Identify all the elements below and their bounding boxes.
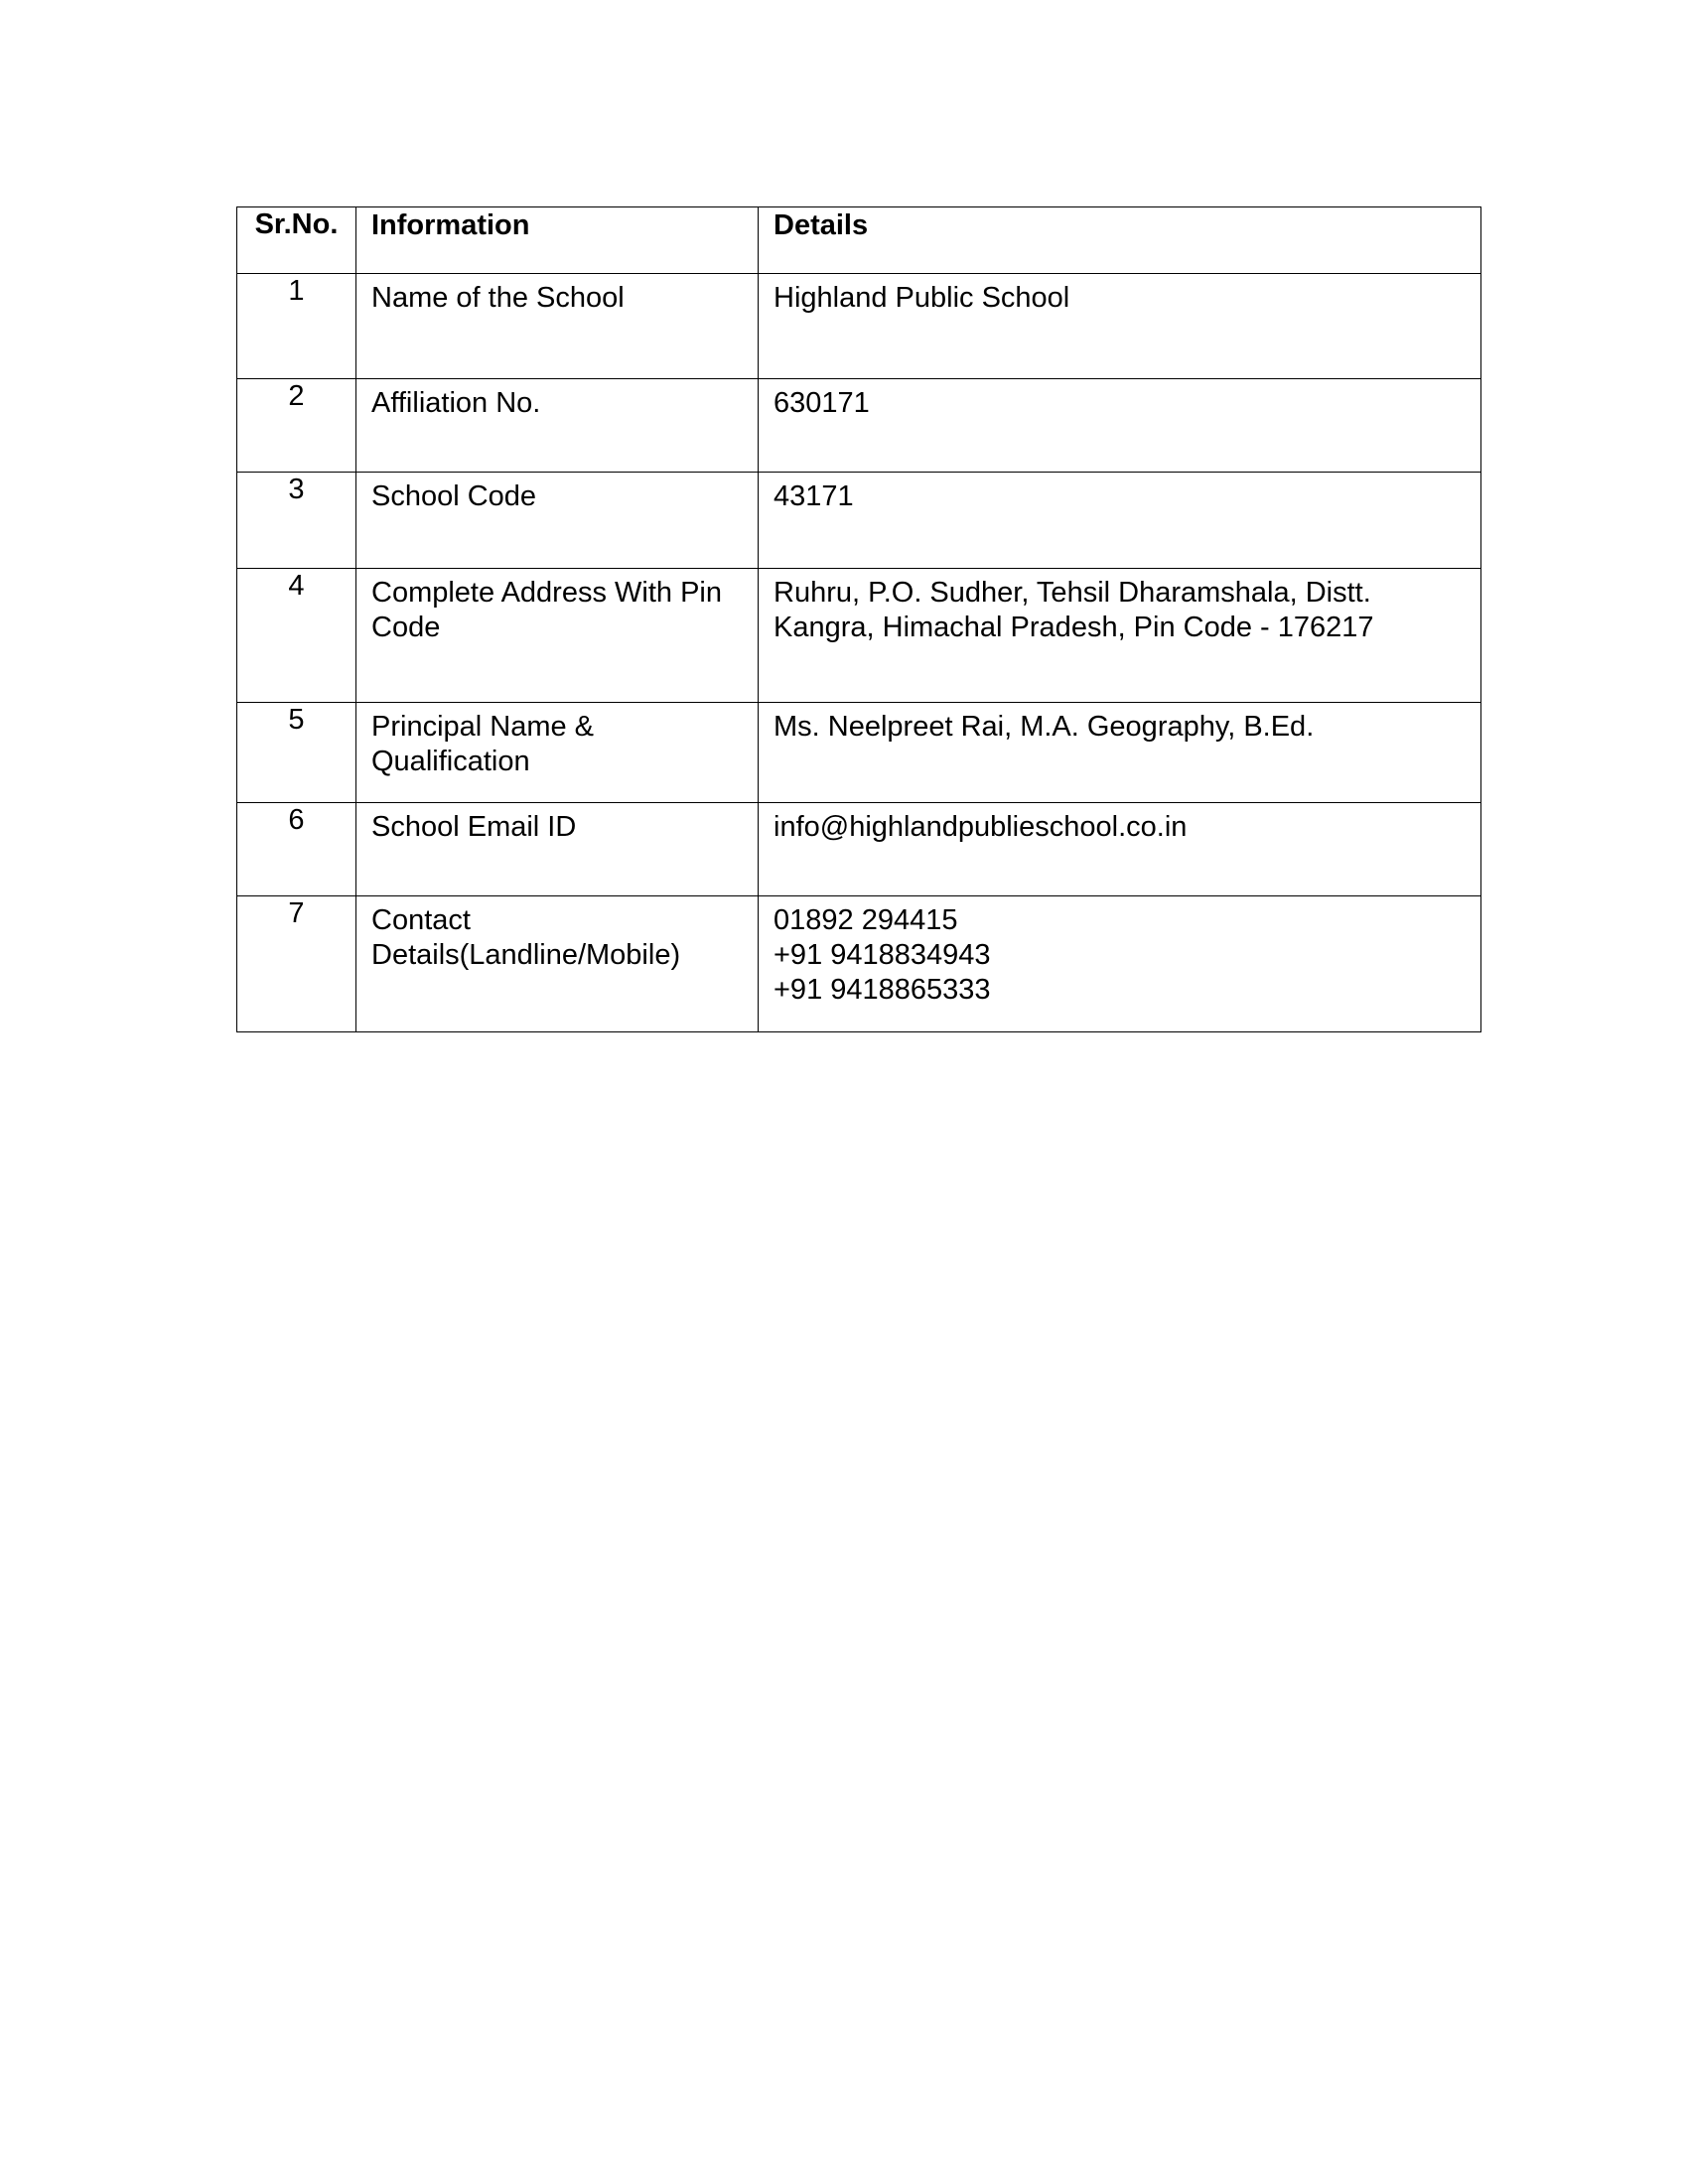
table-row [237, 569, 1481, 703]
row-sr-no: 7 [237, 896, 356, 1032]
information-text: School Code [371, 480, 537, 512]
row-details [759, 803, 1481, 896]
information-text: Affiliation No. [371, 387, 541, 419]
row-information [356, 703, 759, 803]
row-information [356, 569, 759, 703]
row-information [356, 379, 759, 473]
table-row [237, 896, 1481, 1032]
row-details [759, 379, 1481, 473]
row-information [356, 896, 759, 1032]
details-text: 43171 [774, 480, 854, 512]
row-details [759, 703, 1481, 803]
details-text: Ms. Neelpreet Rai, M.A. Geography, B.Ed. [774, 711, 1315, 743]
details-text: 630171 [774, 387, 870, 419]
row-sr-no: 3 [237, 473, 356, 569]
table-row [237, 473, 1481, 569]
header-details: Details [759, 207, 1481, 274]
header-sr-no: Sr.No. [237, 207, 356, 274]
information-text: Contact Details(Landline/Mobile) [371, 904, 681, 971]
row-information [356, 803, 759, 896]
details-text: info@highlandpublieschool.co.in [774, 811, 1188, 843]
row-details [759, 896, 1481, 1032]
row-details [759, 569, 1481, 703]
row-details [759, 473, 1481, 569]
row-sr-no: 2 [237, 379, 356, 473]
school-info-table [236, 206, 1481, 1032]
information-text: Complete Address With Pin Code [371, 577, 722, 643]
table-row [237, 703, 1481, 803]
row-sr-no: 6 [237, 803, 356, 896]
row-sr-no: 4 [237, 569, 356, 703]
details-text: Highland Public School [774, 282, 1070, 314]
row-information [356, 274, 759, 379]
information-text: School Email ID [371, 811, 577, 843]
table-row [237, 379, 1481, 473]
row-sr-no: 1 [237, 274, 356, 379]
row-information [356, 473, 759, 569]
information-text: Name of the School [371, 282, 625, 314]
row-details [759, 274, 1481, 379]
details-text: 01892 294415 +91 9418834943 +91 9418865333 [774, 904, 991, 1006]
information-text: Principal Name & Qualification [371, 711, 595, 777]
table-row [237, 274, 1481, 379]
table-row [237, 803, 1481, 896]
details-text: Ruhru, P.O. Sudher, Tehsil Dharamshala, Distt. Kangra, Himachal Pradesh, Pin Code - 176217 [774, 577, 1374, 643]
table-header-row [237, 207, 1481, 274]
row-sr-no: 5 [237, 703, 356, 803]
header-information: Information [356, 207, 759, 274]
